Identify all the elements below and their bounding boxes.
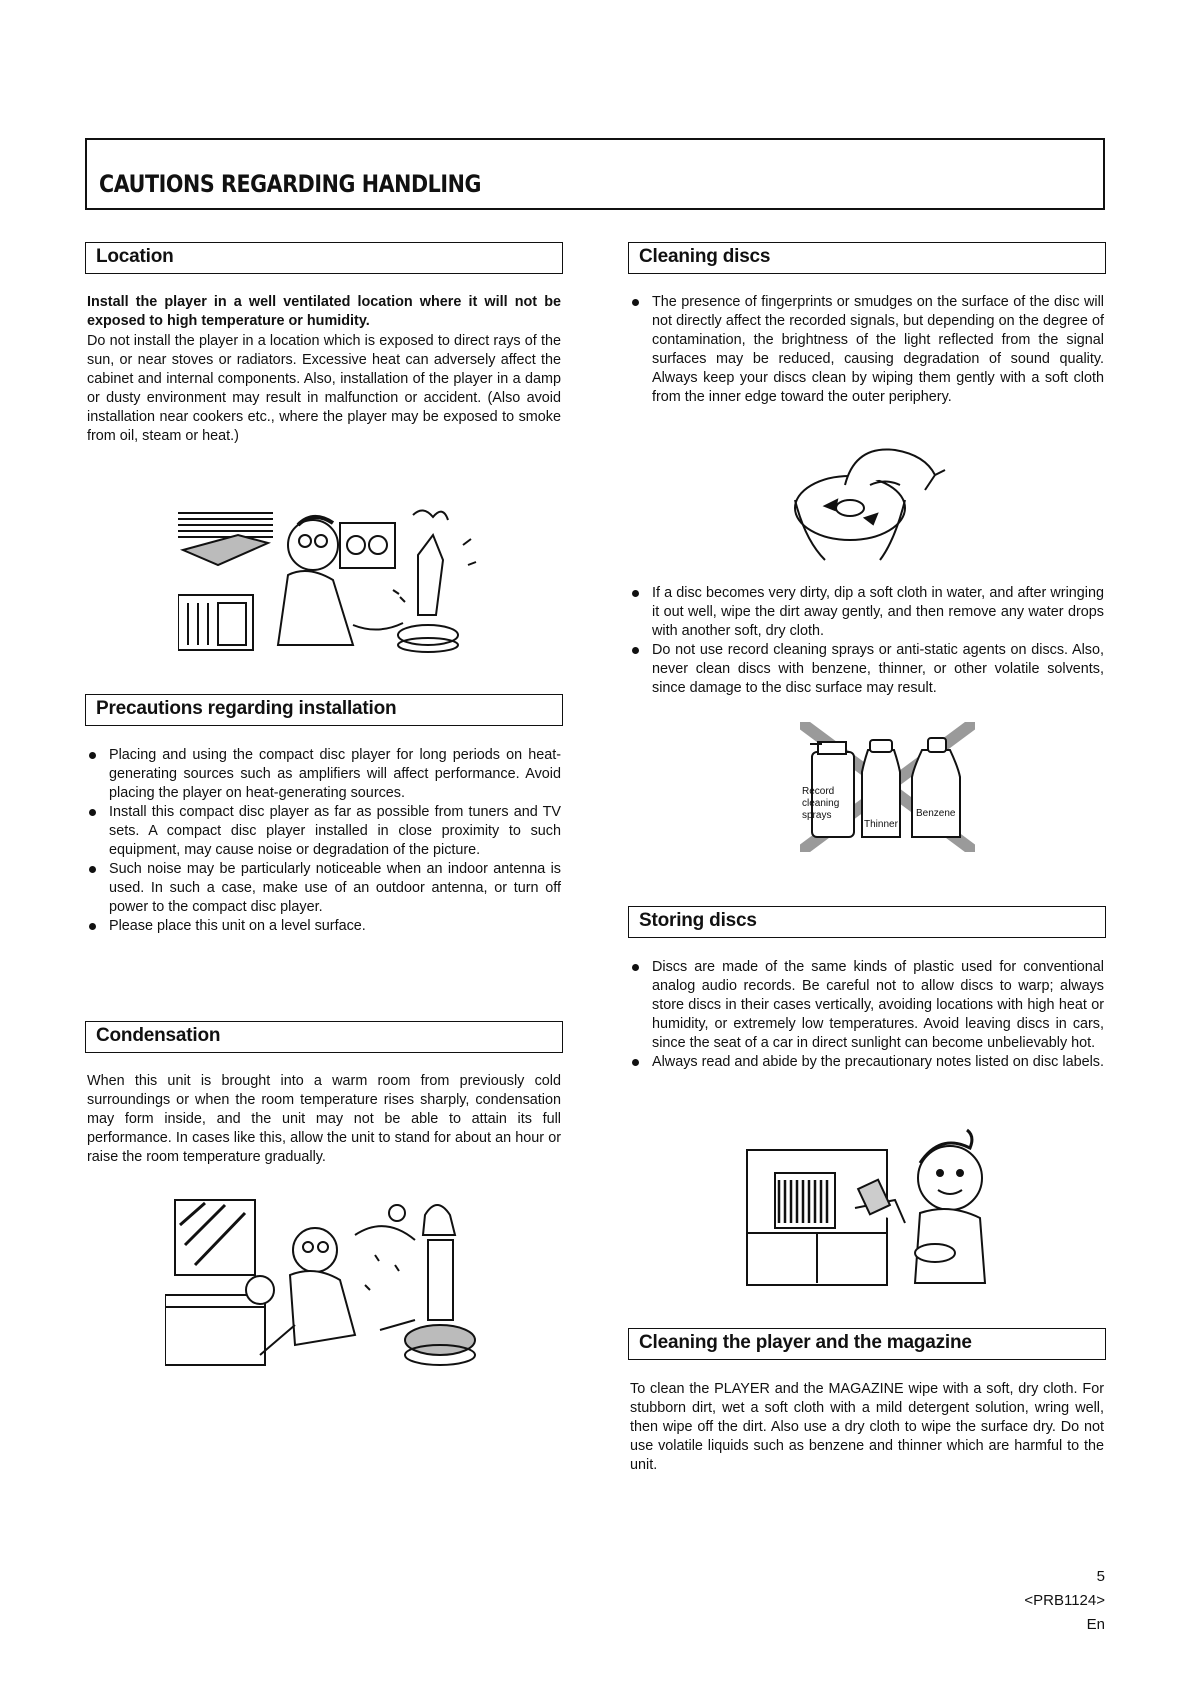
page-title: CAUTIONS REGARDING HANDLING [99,170,481,198]
cleaning-discs-heading: Cleaning discs [639,246,771,267]
bottle-label-record: Record [802,786,835,797]
cleaning-player-text: To clean the PLAYER and the MAGAZINE wipe with a soft, dry cloth. For stubborn dirt, wet a soft cloth with a mild detergent solution, wring well, then wipe off the dirt. Also use a dry cloth to wipe the surface dry. Do not use volatile liquids such as benzene and thinner which are harmful to the unit. [630,1381,1104,1473]
precautions-heading: Precautions regarding installation [96,698,397,719]
cleaning-player-heading-box [628,1328,1106,1360]
disc-storage-illustration [745,1128,1005,1288]
list-item: Placing and using the compact disc player for long periods on heat-generating sources such as amplifiers will affect performance. Avoid placing the player on heat-generating sources. [87,746,561,803]
page-title-box [85,138,1105,210]
bottle-label-benzene: Benzene [916,808,956,819]
cleaning-discs-heading-box [628,242,1106,274]
location-body: Do not install the player in a location which is exposed to direct rays of the sun, or near stoves or radiators. Excessive heat can adversely affect the cabinet and internal components. Also, installation of the player in a damp or dusty environment may result in malfunction or accident. (Also avoid installation near cookers etc., where the player may be exposed to smoke from oil, steam or heat.) [87,333,561,444]
location-heading-box [85,242,563,274]
list-item: Always read and abide by the precautionary notes listed on disc labels. [630,1053,1104,1072]
disc-wiping-illustration [785,440,955,565]
storing-discs-heading: Storing discs [639,910,757,931]
list-item: If a disc becomes very dirty, dip a soft cloth in water, and after wringing it out well, wipe the dirt away gently, and then remove any water drops with another soft, dry cloth. [630,584,1104,641]
condensation-illustration [165,1195,480,1375]
list-item: Such noise may be particularly noticeable when an indoor antenna is used. In such a case, make use of an outdoor antenna, or turn off power to the compact disc player. [87,860,561,917]
condensation-heading-box [85,1021,563,1053]
document-code: <PRB1124> [1024,1592,1105,1609]
storing-discs-list [630,958,1104,1072]
precautions-list [87,746,561,936]
condensation-heading: Condensation [96,1025,221,1046]
language-code: En [1086,1616,1105,1633]
bottle-label-cleaning: cleaning [802,798,840,809]
page-number: 5 [1096,1568,1105,1585]
bottle-label-thinner: Thinner [864,819,898,830]
bottle-label-spray: sprays [802,810,832,821]
cleaning-player-heading: Cleaning the player and the magazine [639,1332,972,1353]
list-item: The presence of fingerprints or smudges on the surface of the disc will not directly affect the recorded signals, but depending on the degree of contamination, the brightness of the light reflected from the signal surfaces may be reduced, causing degradation of sound quality. Always keep your discs clean by wiping them gently with a soft cloth from the inner edge toward the outer periphery. [630,293,1104,407]
list-item: Do not use record cleaning sprays or anti-static agents on discs. Also, never clean discs with benzene, thinner, or other volatile solvents, since damage to the disc surface may result. [630,641,1104,698]
solvent-bottles-illustration [800,722,975,852]
cleaning-discs-list-bottom [630,584,1104,698]
list-item: Please place this unit on a level surface. [87,917,561,936]
condensation-text: When this unit is brought into a warm room from previously cold surroundings or when the room temperature rises sharply, condensation may form inside, and the unit may not be able to attain its full performance. In cases like this, allow the unit to stand for about an hour or raise the room temperature gradually. [87,1073,561,1165]
storing-discs-heading-box [628,906,1106,938]
cleaning-discs-list-top [630,293,1104,407]
heat-source-illustration [178,505,488,655]
location-text [87,293,561,446]
list-item: Install this compact disc player as far as possible from tuners and TV sets. A compact disc player installed in close proximity to such equipment, may cause noise or degradation of the picture. [87,803,561,860]
list-item: Discs are made of the same kinds of plastic used for conventional analog audio records. Be careful not to allow discs to warp; always store discs in their cases vertically, avoiding locations with high heat or humidity, or extremely low temperatures. Avoid leaving discs in cars, since the seat of a car in direct sunlight can become unbelievably hot. [630,958,1104,1053]
precautions-heading-box [85,694,563,726]
location-lead: Install the player in a well ventilated location where it will not be exposed to high temperature or humidity. [87,294,561,329]
location-heading: Location [96,246,174,267]
